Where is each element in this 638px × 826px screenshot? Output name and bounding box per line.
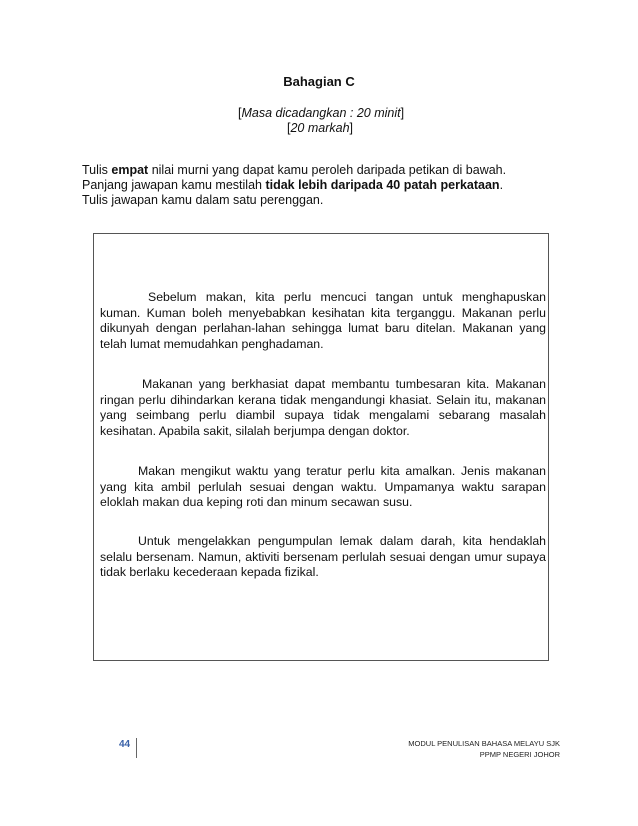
- instruction-emphasis: tidak lebih daripada 40 patah perkataan: [265, 178, 500, 192]
- instruction-text: Panjang jawapan kamu mestilah: [82, 178, 266, 192]
- footer-line-1: MODUL PENULISAN BAHASA MELAYU SJK: [408, 739, 560, 748]
- instruction-line-2: [82, 178, 562, 193]
- marks-open-bracket: [: [287, 121, 291, 135]
- marks-text: 20 markah: [290, 121, 350, 135]
- instruction-line-3: Tulis jawapan kamu dalam satu perenggan.: [82, 193, 324, 207]
- passage-paragraph-3: Makan mengikut waktu yang teratur perlu kita amalkan. Jenis makanan yang kita ambil perlulah sesuai dengan waktu. Umpamanya waktu sarapan eloklah makan dua keping roti dan minum secawan susu.: [100, 464, 546, 509]
- section-title: Bahagian C: [283, 74, 355, 89]
- page-number: 44: [119, 739, 131, 750]
- suggested-time: [238, 106, 404, 120]
- footer-label: [408, 738, 560, 760]
- instruction-text: .: [499, 178, 504, 192]
- passage-paragraph-4: Untuk mengelakkan pengumpulan lemak dalam darah, kita hendaklah selalu bersenam. Namun, aktiviti bersenam perlulah sesuai dengan umur supaya tidak berlaku kecederaan kepada fizikal.: [100, 534, 546, 579]
- passage-paragraph-2: Makanan yang berkhasiat dapat membantu tumbesaran kita. Makanan ringan perlu dihindarkan kerana tidak mengandungi khasiat. Selain itu, makanan yang seimbang perlu diambil supaya tidak mengalami sebarang masalah kesihatan. Apabila sakit, silalah berjumpa dengan doktor.: [100, 377, 546, 438]
- instruction-text: Tulis: [82, 163, 112, 177]
- footer-line-2: PPMP NEGERI JOHOR: [479, 750, 560, 759]
- footer-divider: [136, 738, 137, 758]
- instruction-line-1: [82, 163, 562, 178]
- time-open-bracket: [: [238, 106, 242, 120]
- passage-box: [93, 233, 549, 661]
- instruction-text: nilai murni yang dapat kamu peroleh daripada petikan di bawah.: [148, 163, 507, 177]
- instructions: [82, 163, 562, 208]
- marks-close-bracket: ]: [349, 121, 354, 135]
- time-text: Masa dicadangkan : 20 minit: [241, 106, 401, 120]
- marks-allocation: [287, 121, 353, 135]
- time-close-bracket: ]: [400, 106, 405, 120]
- instruction-emphasis: empat: [111, 163, 149, 177]
- passage-paragraph-1: Sebelum makan, kita perlu mencuci tangan untuk menghapuskan kuman. Kuman boleh menyebabkan kesihatan kita terganggu. Makanan perlu dikunyah dengan perlahan-lahan sehingga lumat baru ditelan. Makanan yang telah lumat memudahkan penghadaman.: [100, 290, 546, 351]
